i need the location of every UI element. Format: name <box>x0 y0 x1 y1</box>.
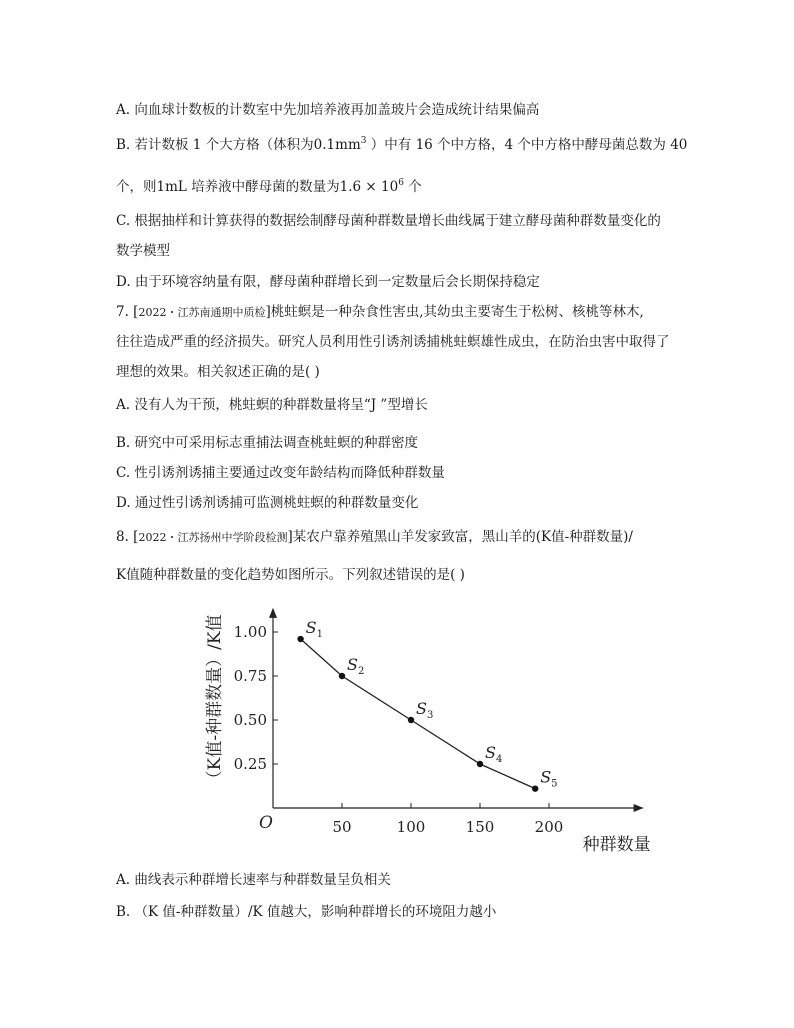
point-label: $S_1$ <box>305 618 323 641</box>
x-axis-label: 种群数量 <box>582 835 651 855</box>
q8-option-a: A. 曲线表示种群增长速率与种群数量呈负相关 <box>116 872 391 888</box>
y-tick-label: 0.75 <box>233 667 267 685</box>
q6-option-b-line1 <box>116 131 687 155</box>
y-axis-label: （K值-种群数量）/K值 <box>205 614 225 788</box>
point-label: $S_3$ <box>416 699 434 721</box>
q7-option-a: A. 没有人为干预，桃蛀螟的种群数量将呈“J ”型增长 <box>116 397 428 413</box>
q6-option-b-line2-superscript: 6 <box>398 178 404 188</box>
x-tick-label: 100 <box>396 818 426 836</box>
origin-label: O <box>259 813 273 833</box>
q7-option-b: B. 研究中可采用标志重捕法调查桃蛀螟的种群密度 <box>116 435 419 451</box>
q8-stem-text1: ]某农户靠养殖黑山羊发家致富，黑山羊的(K值-种群数量)/ <box>287 529 633 545</box>
x-tick-label: 150 <box>465 818 495 836</box>
x-tick-label: 200 <box>534 818 564 836</box>
q8-option-b: B. （K 值-种群数量）/K 值越大，影响种群增长的环境阻力越小 <box>116 904 497 920</box>
y-tick-label: 0.50 <box>233 711 267 729</box>
point-label: $S_2$ <box>347 655 365 677</box>
point-label: $S_5$ <box>540 767 558 790</box>
q7-stem-line1 <box>116 302 644 323</box>
q8-chart <box>200 600 651 862</box>
q8-stem-line2: K值随种群数量的变化趋势如图所示。下列叙述错误的是( ) <box>116 567 465 583</box>
q6-option-d: D. 由于环境容纳量有限，酵母菌种群增长到一定数量后会长期保持稳定 <box>116 274 540 290</box>
q6-option-b-superscript: 3 <box>360 136 367 146</box>
data-point <box>532 785 538 791</box>
q7-source: 2022・江苏南通期中质检 <box>138 306 266 319</box>
q7-stem-line2: 往往造成严重的经济损失。研究人员利用性引诱剂诱捕桃蛀螟雄性成虫，在防治虫害中取得了 <box>116 334 670 350</box>
data-point <box>477 761 483 767</box>
q6-option-b-line2-text1: 个，则1mL 培养液中酵母菌的数量为1.6 × 10 <box>116 179 399 195</box>
q7-option-c: C. 性引诱剂诱捕主要通过改变年龄结构而降低种群数量 <box>116 465 445 481</box>
data-point <box>339 673 345 679</box>
q7-option-d: D. 通过性引诱剂诱捕可监测桃蛀螟的种群数量变化 <box>116 495 419 511</box>
q8-stem-line1 <box>116 527 633 548</box>
point-label: $S_4$ <box>485 743 503 765</box>
q6-option-c-line1: C. 根据抽样和计算获得的数据绘制酵母菌种群数量增长曲线属于建立酵母菌种群数量变化的 <box>116 213 661 229</box>
q8-number: 8. [ <box>116 529 139 545</box>
x-tick-label: 50 <box>332 818 352 836</box>
q6-option-a: A. 向血球计数板的计数室中先加培养液再加盖玻片会造成统计结果偏高 <box>116 102 540 118</box>
data-point <box>297 636 303 642</box>
q6-option-b-line2 <box>116 173 422 197</box>
q7-stem-line3: 理想的效果。相关叙述正确的是( ) <box>116 364 320 380</box>
q6-option-b-line2-text2: 个 <box>403 179 422 195</box>
q8-source: 2022・江苏扬州中学阶段检测 <box>138 531 288 544</box>
q7-number: 7. [ <box>116 304 139 320</box>
y-tick-label: 1.00 <box>233 623 267 641</box>
q6-option-c-line2: 数学模型 <box>116 243 170 259</box>
y-tick-label: 0.25 <box>233 755 267 773</box>
q6-option-b-text2: ）中有 16 个中方格，4 个中方格中酵母菌总数为 40 <box>366 137 688 153</box>
data-point <box>408 717 414 723</box>
q6-option-b-text1: B. 若计数板 1 个大方格（体积为0.1mm <box>116 137 361 153</box>
q7-stem-text1: ]桃蛀螟是一种杂食性害虫,其幼虫主要寄生于松树、核桃等林木, <box>265 304 644 320</box>
